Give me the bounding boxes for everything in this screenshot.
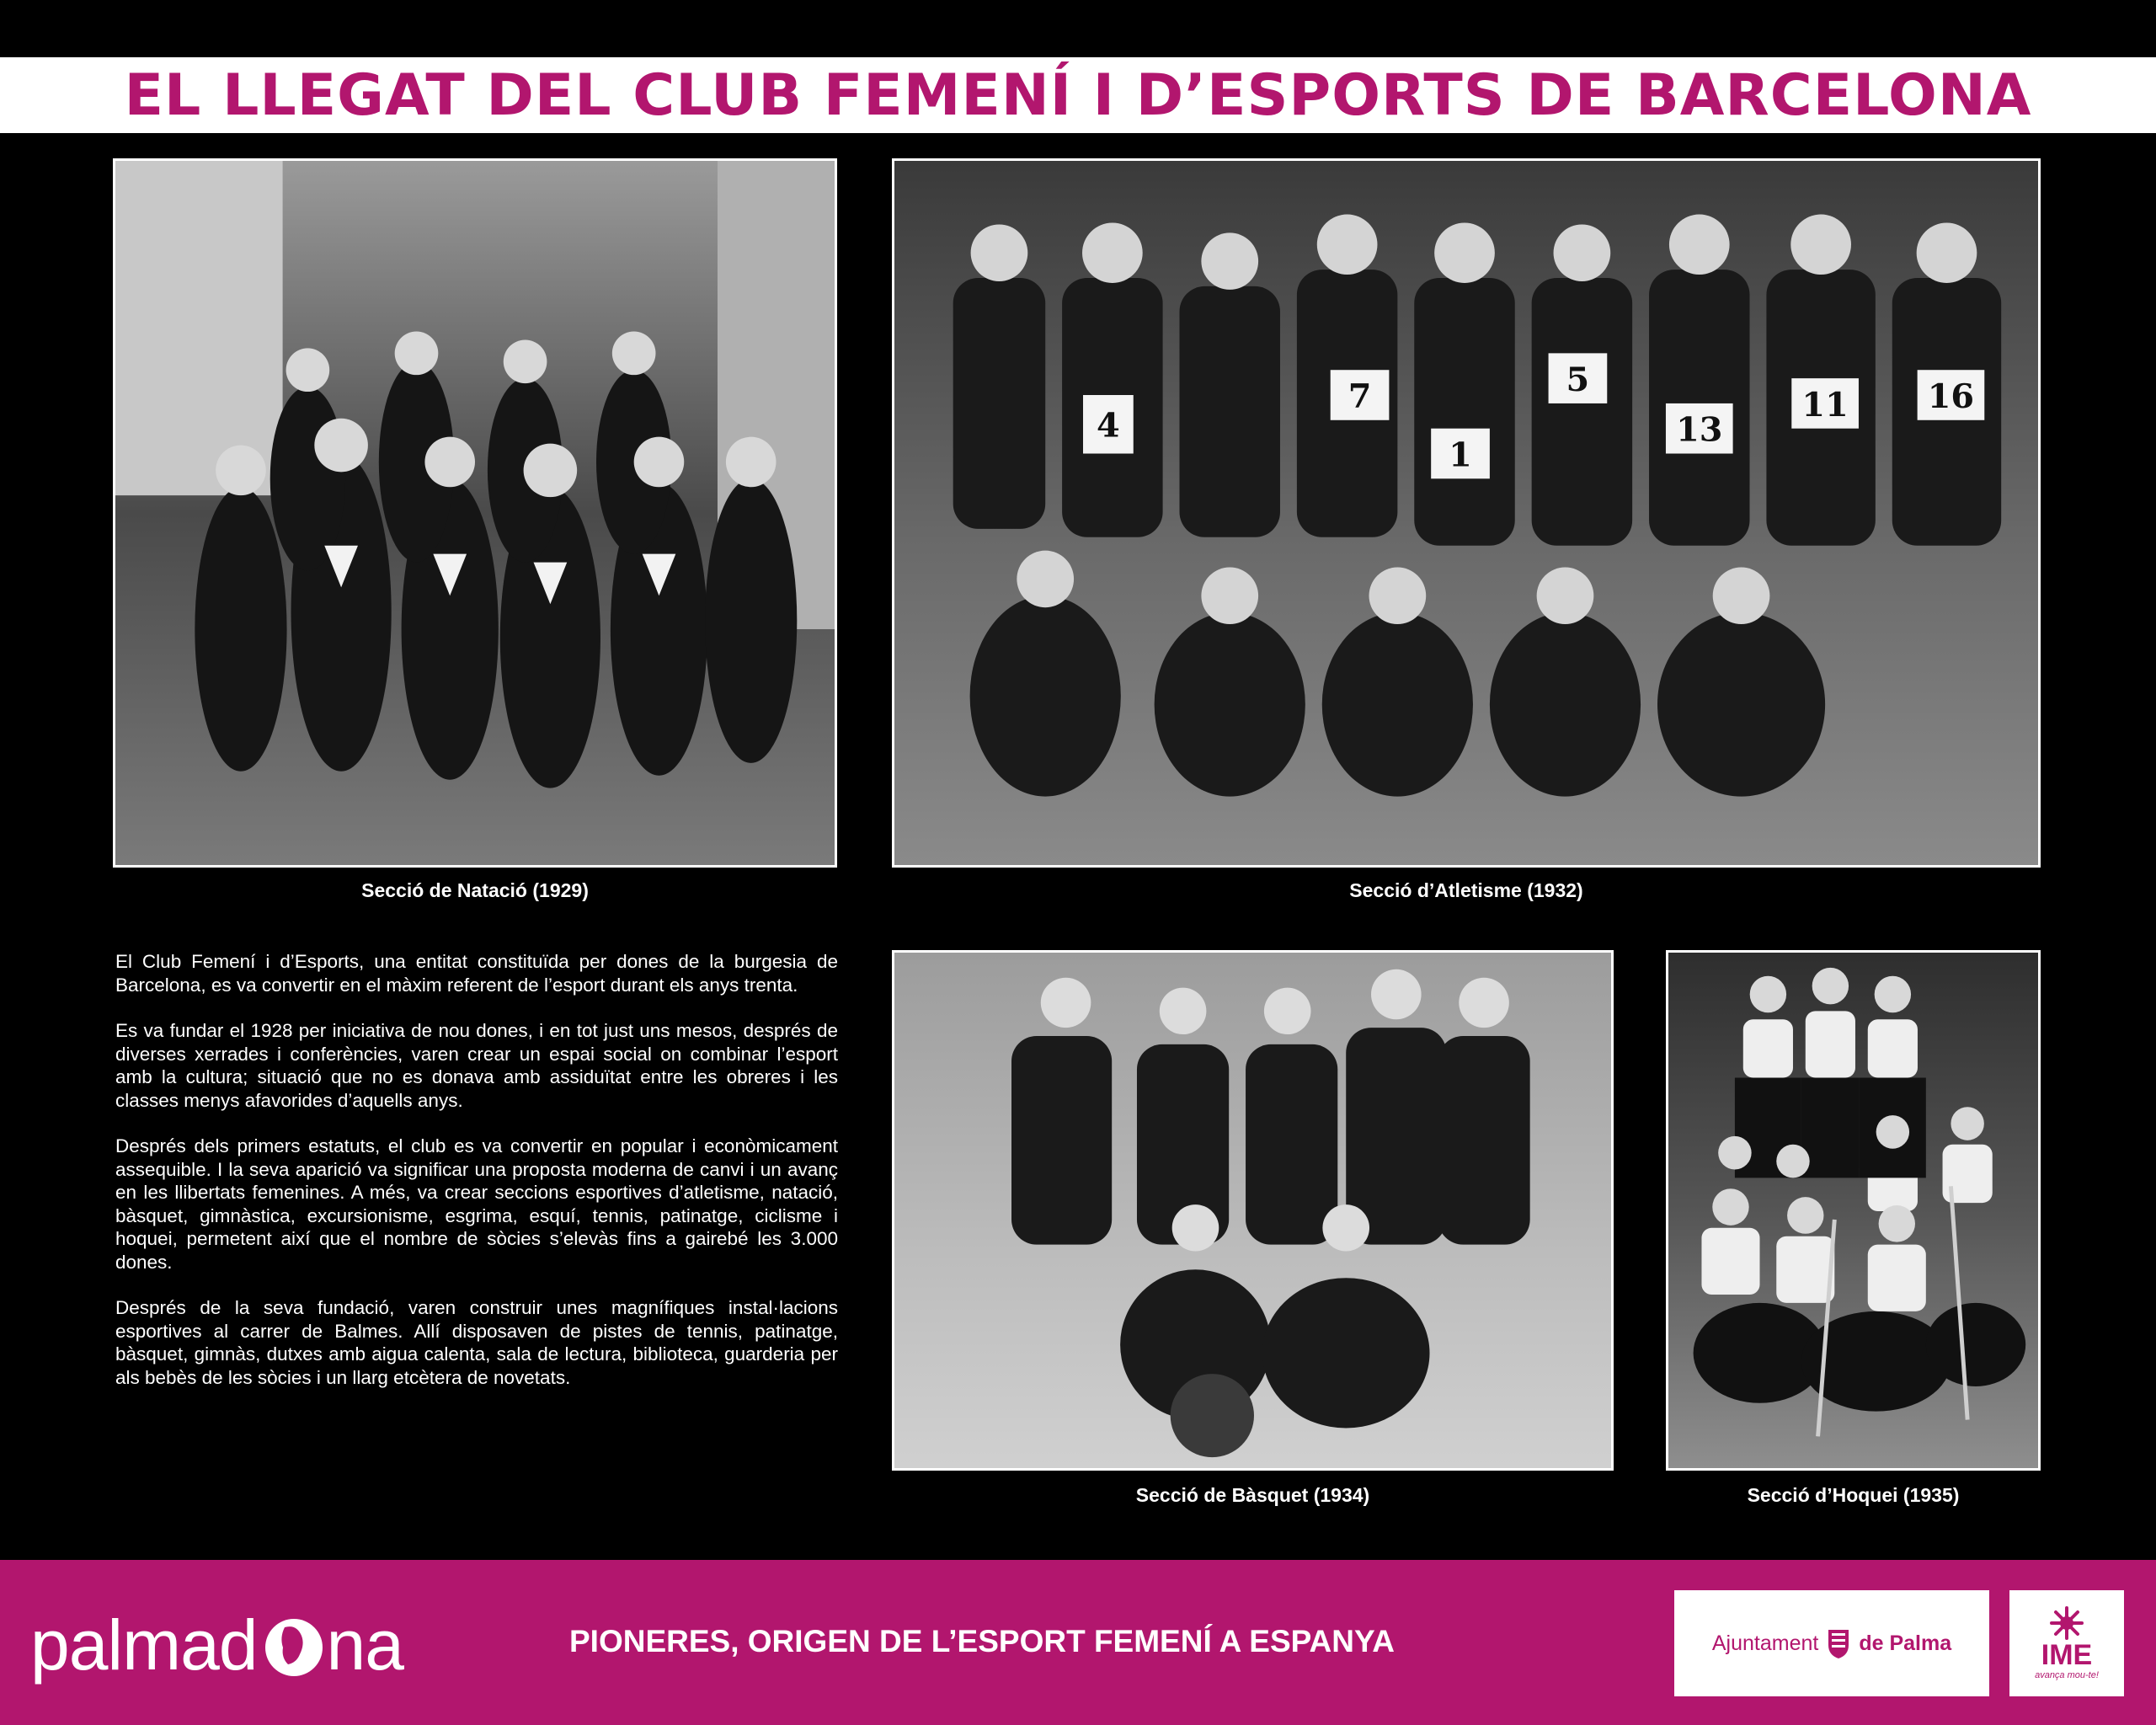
logo-text: palmad — [30, 1605, 258, 1685]
bib-number: 11 — [1801, 385, 1849, 425]
footer-tagline: PIONERES, ORIGEN DE L’ESPORT FEMENÍ A ESPANYA — [569, 1624, 1395, 1658]
ime-label: IME — [2041, 1639, 2093, 1671]
bib-number: 1 — [1449, 435, 1472, 475]
profile-o-icon — [259, 1607, 328, 1683]
body-text — [115, 950, 838, 1412]
title-banner — [0, 57, 2156, 133]
ime-slogan: avança mou-te! — [2035, 1670, 2099, 1680]
photo-basketball — [892, 950, 1614, 1471]
paragraph: Després de la seva fundació, varen construir unes magnífiques instal·lacions esportives al carrer de Balmes. Allí disposaven de pistes de tennis, patinatge, bàsquet, gimnàs, dutxes amb aigua calenta, sala de lectura, biblioteca, guarderia per als bebès de les sòcies i un llarg etcètera de novetats. — [115, 1297, 838, 1388]
logo-text: na — [326, 1605, 403, 1685]
crest-icon — [1827, 1626, 1850, 1660]
ajuntament-logo — [1674, 1590, 1989, 1696]
photo-swimming — [113, 158, 837, 868]
photo-caption: Secció d’Hoquei (1935) — [1747, 1484, 1960, 1506]
ajuntament-city: de Palma — [1859, 1631, 1952, 1655]
photo-caption: Secció d’Atletisme (1932) — [1349, 879, 1583, 901]
bib-number: 4 — [1097, 406, 1120, 446]
bib-number: 16 — [1927, 377, 1975, 416]
bib-number: 7 — [1348, 377, 1372, 416]
photo-caption: Secció de Bàsquet (1934) — [1135, 1484, 1370, 1506]
bib-number: 13 — [1676, 410, 1723, 450]
photo-athletics — [892, 158, 2041, 868]
photo-hockey — [1666, 950, 2041, 1471]
page-title: EL LLEGAT DEL CLUB FEMENÍ I D’ESPORTS DE BARCELONA — [124, 61, 2032, 129]
palmadona-logo — [30, 1607, 403, 1683]
sun-star-icon — [2050, 1606, 2084, 1640]
paragraph: Es va fundar el 1928 per iniciativa de nou dones, i en tot just uns mesos, després de diverses xerrades i conferències, varen crear un espai social on combinar l’esport amb la cultura; situació que no es donava amb assiduïtat entre les obreres i les classes menys afavorides d’aquells anys. — [115, 1020, 838, 1111]
bib-number: 5 — [1566, 360, 1590, 400]
photo-caption: Secció de Natació (1929) — [361, 879, 589, 901]
ajuntament-label: Ajuntament — [1711, 1631, 1819, 1655]
paragraph: Després dels primers estatuts, el club es va convertir en popular i econòmicament assequible. I la seva aparició va significar una proposta moderna de canvi i un avanç en les llibertats femenines. A més, va crear seccions esportives d’atletisme, natació, bàsquet, gimnàstica, excursionisme, esgrima, esquí, tennis, patinatge, ciclisme i hoquei, permetent així que el nombre de sòcies s’elevàs fins a gairebé les 3.000 dones. — [115, 1135, 838, 1273]
footer-bar — [0, 1560, 2156, 1725]
paragraph: El Club Femení i d’Esports, una entitat constituïda per dones de la burgesia de Barcelona, es va convertir en el màxim referent de l’esport durant els anys trenta. — [115, 951, 838, 996]
ime-logo — [2009, 1590, 2124, 1696]
